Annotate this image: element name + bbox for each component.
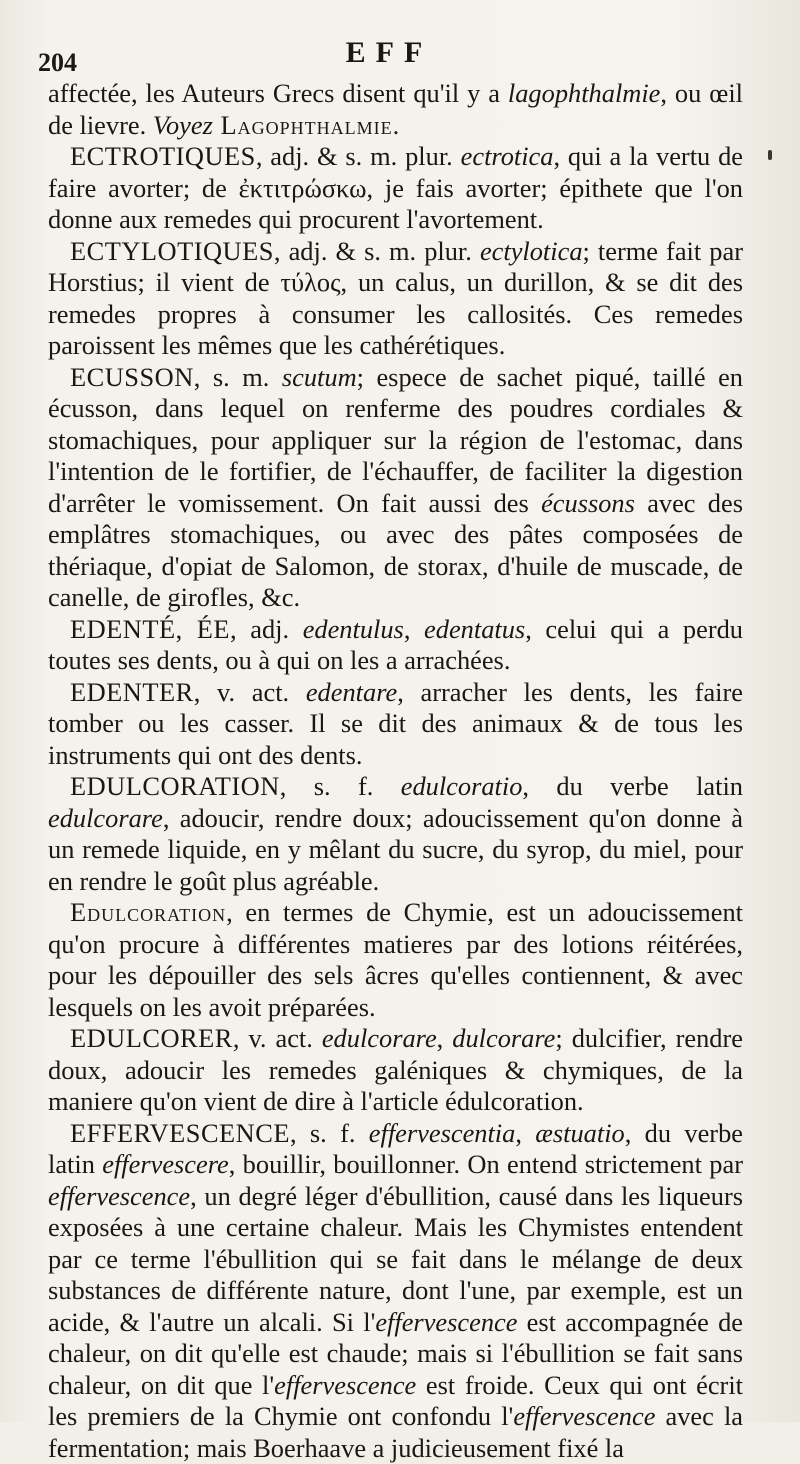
text-run: , je fais avorter; épithete que l'on donne aux remedes qui procurent l'avortement. bbox=[48, 173, 743, 235]
text-run: , adoucir, rendre doux; adoucissement qu'on donne à un remede liquide, en y mêlant du sucre, du syrop, du miel, pour en rendre le goût plus agréable. bbox=[48, 803, 743, 896]
page-number: 204 bbox=[38, 48, 77, 78]
text-run: ; espece de sachet piqué, taillé en écusson, dans lequel on renferme des poudres cordiales & stomachiques, pour appliquer sur la région de l'estomac, dans l'intention de le fortifier, de l'échauffer, de faciliter la digestion d'arrêter le vomissement. On fait aussi des bbox=[48, 362, 743, 518]
text-run: , s. f. bbox=[280, 771, 401, 801]
entry-edulcoration bbox=[48, 771, 743, 897]
text-run: , arracher les dents, les faire tomber ou les casser. Il se dit des animaux & de tous les instruments qui ont des dents. bbox=[48, 677, 743, 770]
entry-ectrotiques bbox=[48, 141, 743, 236]
text-run: , adj. & s. m. plur. bbox=[274, 236, 480, 266]
entry-headword: ECTROTIQUES bbox=[70, 141, 256, 171]
entry-edente bbox=[48, 614, 743, 677]
italic-term: dulcorare bbox=[452, 1023, 555, 1053]
italic-term: lagophthalmie bbox=[508, 78, 660, 108]
italic-term: scutum bbox=[282, 362, 357, 392]
entry-headword: EDULCORER bbox=[70, 1023, 233, 1053]
entry-ecusson bbox=[48, 362, 743, 614]
text-run: , bbox=[437, 1023, 453, 1053]
text-run: , v. act. bbox=[233, 1023, 322, 1053]
text-run: , du verbe latin bbox=[522, 771, 743, 801]
text-run: affectée, les Auteurs Grecs disent qu'il y a bbox=[48, 78, 508, 108]
text-run: , en termes de Chymie, est un adoucissement qu'on procure à différentes matieres par des lotions réitérées, pour les dépouiller des sels âcres qu'elles contiennent, & avec lesquels on les avoit préparées. bbox=[48, 897, 743, 1022]
greek-term: ἐκτιτρώσκω bbox=[239, 173, 367, 203]
italic-term: edulcoratio bbox=[401, 771, 523, 801]
text-run: , bbox=[515, 1118, 535, 1148]
running-head: EFF bbox=[38, 36, 740, 70]
italic-term: effervescentia bbox=[369, 1118, 516, 1148]
italic-term: edentulus bbox=[303, 614, 404, 644]
text-run: est accompagnée de chaleur, on dit qu'elle est chaude; mais si l'ébullition se fait sans chaleur, on dit que l' bbox=[48, 1307, 743, 1400]
text-run: , celui qui a perdu toutes ses dents, ou à qui on les a arrachées. bbox=[48, 614, 743, 676]
italic-term: effervescence bbox=[375, 1307, 517, 1337]
italic-term: effervescere bbox=[102, 1149, 229, 1179]
italic-term: edentatus bbox=[424, 614, 525, 644]
text-run: , un calus, un durillon, & se dit des remedes propres à consumer les callosités. Ces remedes paroissent les mêmes que les cathérétiques. bbox=[48, 267, 743, 360]
italic-term: edulcorare bbox=[322, 1023, 437, 1053]
text-run: , bouillir, bouillonner. On entend strictement par bbox=[229, 1149, 743, 1179]
italic-term: écussons bbox=[541, 488, 635, 518]
cross-reference: Lagophthalmie. bbox=[213, 110, 400, 140]
entry-headword: EDENTÉ, ÉE bbox=[70, 614, 230, 644]
text-run: ; dulcifier, rendre doux, adoucir les remedes galéniques & chymiques, de la maniere qu'on vient de dire à l'article édulcoration. bbox=[48, 1023, 743, 1116]
text-run: ; terme fait par Horstius; il vient de bbox=[48, 236, 743, 298]
text-run: , adj. bbox=[230, 614, 303, 644]
entry-headword: EFFERVESCENCE bbox=[70, 1118, 290, 1148]
text-run: avec la fermentation; mais Boerhaave a judicieusement fixé la bbox=[48, 1401, 743, 1463]
greek-term: τύλος bbox=[280, 267, 340, 297]
text-run: est froide. Ceux qui ont écrit les premiers de la Chymie ont confondu l' bbox=[48, 1370, 743, 1432]
text-run: , ou œil de lievre. bbox=[48, 78, 743, 140]
italic-term: Voyez bbox=[153, 110, 213, 140]
italic-term: edentare bbox=[306, 677, 397, 707]
entry-edenter bbox=[48, 677, 743, 772]
entry-headword: ECUSSON bbox=[70, 362, 194, 392]
text-run: , v. act. bbox=[194, 677, 306, 707]
italic-term: æstuatio bbox=[535, 1118, 624, 1148]
italic-term: effervescence bbox=[513, 1401, 655, 1431]
entry-continuation bbox=[48, 78, 743, 141]
italic-term: ectylotica bbox=[480, 236, 583, 266]
text-run: , adj. & s. m. plur. bbox=[256, 141, 461, 171]
entry-headword: EDENTER bbox=[70, 677, 194, 707]
italic-term: effervescence bbox=[48, 1181, 190, 1211]
entry-headword: ECTYLOTIQUES bbox=[70, 236, 274, 266]
entry-ectylotiques bbox=[48, 236, 743, 362]
text-run: , un degré léger d'ébullition, causé dans les liqueurs exposées à une certaine chaleur. Mais les Chymistes entendent par ce terme l'ébullition qui se fait dans le mélange de deux substances de différente nature, dont l'une, par exemple, est un acide, & l'autre un alcali. Si l' bbox=[48, 1181, 743, 1337]
ink-mark bbox=[768, 150, 772, 160]
text-run: , bbox=[404, 614, 424, 644]
text-run: avec des emplâtres stomachiques, ou avec des pâtes composées de thériaque, d'opiat de Salomon, de storax, d'huile de muscade, de canelle, de girofles, &c. bbox=[48, 488, 743, 613]
entry-effervescence bbox=[48, 1118, 743, 1464]
text-run: , du verbe latin bbox=[48, 1118, 743, 1180]
italic-term: effervescence bbox=[274, 1370, 416, 1400]
italic-term: ectrotica bbox=[461, 141, 554, 171]
entry-edulcoration-chymie bbox=[48, 897, 743, 1023]
text-run: , qui a la vertu de faire avorter; de bbox=[48, 141, 743, 203]
entry-headword: Edulcoration bbox=[70, 897, 226, 927]
entry-headword: EDULCORATION bbox=[70, 771, 280, 801]
italic-term: edulcorare bbox=[48, 803, 163, 833]
dictionary-text bbox=[48, 78, 743, 1464]
page-header bbox=[38, 30, 740, 70]
entry-edulcorer bbox=[48, 1023, 743, 1118]
text-run: , s. f. bbox=[290, 1118, 369, 1148]
text-run: , s. m. bbox=[194, 362, 282, 392]
